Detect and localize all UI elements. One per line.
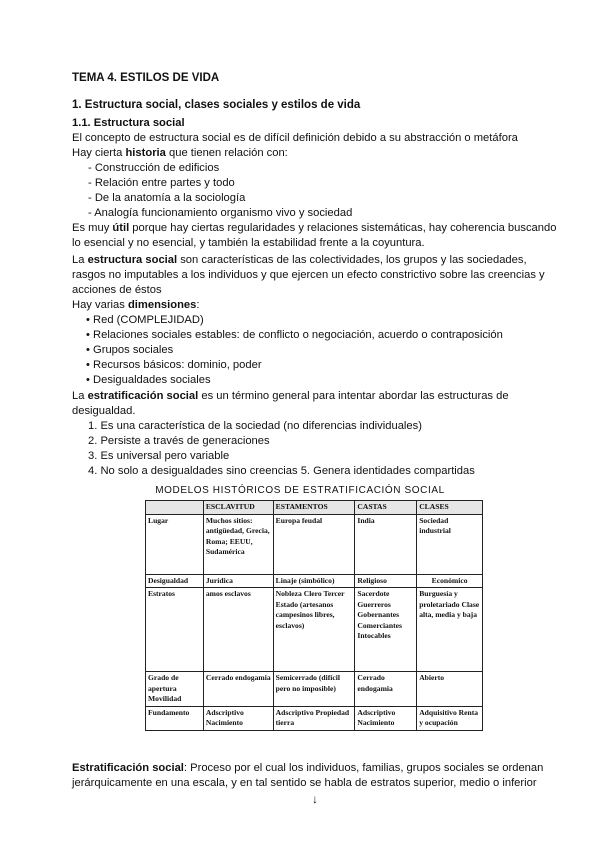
numbered-item: 3. Es universal pero variable [88, 450, 230, 462]
table-cell: Desigualdad [146, 574, 204, 588]
table-cell: Grado de apertura Movilidad [146, 672, 204, 707]
section-heading: 1. Estructura social, clases sociales y estilos de vida [72, 99, 361, 111]
paragraph-estructura-cont: rasgos no imputables a los individuos y que ejercen un efecto constrictivo sobre las creencias y [72, 269, 545, 281]
bullet-item: • Red (COMPLEJIDAD) [86, 314, 204, 326]
list-item: - De la anatomía a la sociología [88, 192, 246, 204]
table-cell: Adscriptivo Nacimiento [203, 706, 273, 730]
table-title: MODELOS HISTÓRICOS DE ESTRATIFICACIÓN SOCIAL [155, 485, 445, 496]
numbered-item: 4. No solo a desigualdades sino creencias 5. Genera identidades compartidas [88, 465, 475, 477]
document-title: TEMA 4. ESTILOS DE VIDA [72, 72, 220, 84]
table-cell: Adscriptivo Propiedad tierra [273, 706, 355, 730]
table-cell: Semicerrado (difícil pero no imposible) [273, 672, 355, 707]
table-cell: amos esclavos [203, 588, 273, 672]
table-row [146, 706, 483, 730]
table-cell: Adquisitivo Renta y ocupación [417, 706, 483, 730]
table-row [146, 672, 483, 707]
paragraph-util-cont: lo esencial y no esencial, y también la estabilidad frente a la coyuntura. [72, 237, 425, 249]
table-cell: Linaje (simbólico) [273, 574, 355, 588]
table-cell: Cerrado endogamia [203, 672, 273, 707]
paragraph-estratificacion: La estratificación social es un término general para intentar abordar las estructuras de [72, 390, 509, 402]
table-cell: Lugar [146, 514, 204, 574]
table-cell: Europa feudal [273, 514, 355, 574]
paragraph-dimensiones: Hay varias dimensiones: [72, 299, 200, 311]
table-header-cell: ESCLAVITUD [203, 501, 273, 515]
table-cell: Religioso [355, 574, 417, 588]
paragraph-historia: Hay cierta historia que tienen relación con: [72, 147, 288, 159]
bullet-item: • Recursos básicos: dominio, poder [86, 359, 262, 371]
table-cell: Jurídica [203, 574, 273, 588]
paragraph-definition-cont: jerárquicamente en una escala, y en tal sentido se habla de estratos superior, medio o inferior [72, 777, 537, 789]
table-cell: Fundamento [146, 706, 204, 730]
list-item: - Analogía funcionamiento organismo vivo y sociedad [88, 207, 353, 219]
paragraph-concepto: El concepto de estructura social es de difícil definición debido a su abstracción o metáfora [72, 132, 518, 144]
table-cell: Adscriptivo Nacimiento [355, 706, 417, 730]
table-header-cell: CASTAS [355, 501, 417, 515]
paragraph-definition: Estratificación social: Proceso por el cual los individuos, familias, grupos sociales se ordenan [72, 762, 544, 774]
table-cell: Muchos sitios: antigüedad, Grecia, Roma; EEUU, Sudamérica [203, 514, 273, 574]
table-cell: Sociedad industrial [417, 514, 483, 574]
table-header-cell: CLASES [417, 501, 483, 515]
table-header-cell: ESTAMENTOS [273, 501, 355, 515]
table-row [146, 514, 483, 574]
numbered-item: 1. Es una característica de la sociedad (no diferencias individuales) [88, 420, 422, 432]
stratification-table [145, 500, 483, 731]
table-cell: Cerrado endogamia [355, 672, 417, 707]
paragraph-estructura: La estructura social son características de las colectividades, los grupos y las sociedades, [72, 254, 527, 266]
down-arrow-icon: ↓ [312, 792, 318, 806]
table-header-cell [146, 501, 204, 515]
paragraph-estratificacion-cont: desigualdad. [72, 405, 136, 417]
table-cell: Burguesía y proletariado Clase alta, media y baja [417, 588, 483, 672]
table-cell: Nobleza Clero Tercer Estado (artesanos campesinos libres, esclavos) [273, 588, 355, 672]
paragraph-estructura-cont: acciones de éstos [72, 284, 162, 296]
list-item: - Relación entre partes y todo [88, 177, 235, 189]
table-cell: Estratos [146, 588, 204, 672]
table-cell: India [355, 514, 417, 574]
bullet-item: • Grupos sociales [86, 344, 174, 356]
list-item: - Construcción de edificios [88, 162, 220, 174]
bullet-item: • Desigualdades sociales [86, 374, 211, 386]
table-row [146, 588, 483, 672]
subsection-heading: 1.1. Estructura social [72, 117, 185, 129]
bullet-item: • Relaciones sociales estables: de conflicto o negociación, acuerdo o contraposición [86, 329, 503, 341]
numbered-item: 2. Persiste a través de generaciones [88, 435, 270, 447]
paragraph-util: Es muy útil porque hay ciertas regularidades y relaciones sistemáticas, hay coherencia buscando [72, 222, 557, 234]
table-row [146, 574, 483, 588]
table-cell: Abierto [417, 672, 483, 707]
table-header-row [146, 501, 483, 515]
table-cell: Sacerdote Guerreros Gobernantes Comerciantes Intocables [355, 588, 417, 672]
table-cell: Económico [417, 574, 483, 588]
